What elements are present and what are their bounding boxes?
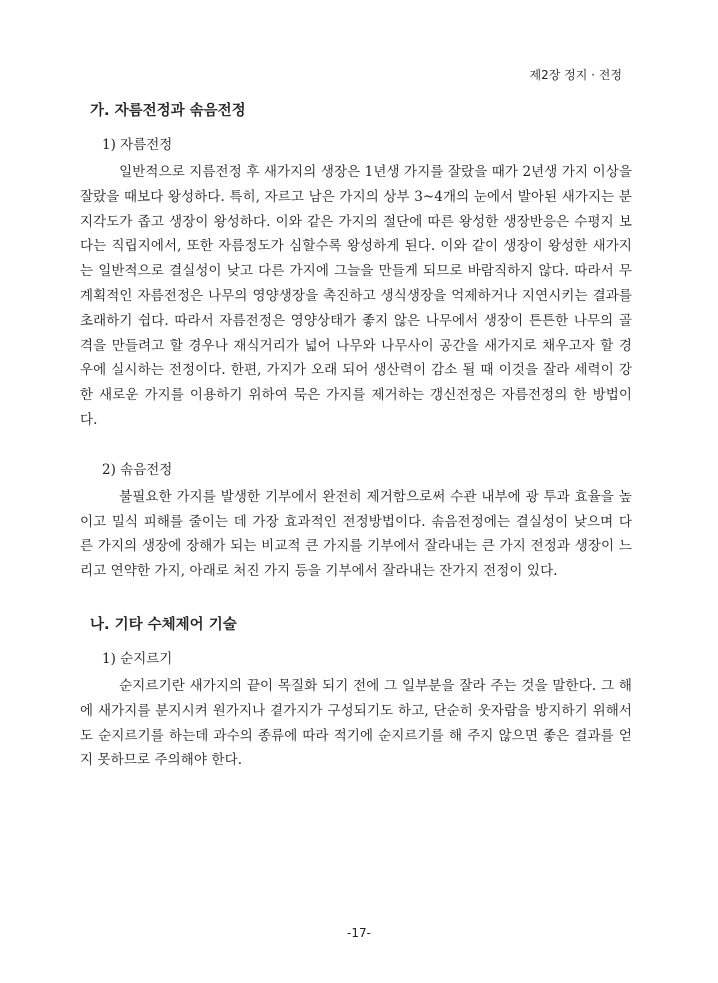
section-heading-pruning-types: 가. 자름전정과 솎음전정 <box>90 103 246 119</box>
subsection-title-pinching: 1) 순지르기 <box>102 650 173 667</box>
paragraph-pinching: 순지르기란 새가지의 끝이 목질화 되기 전에 그 일부분을 잘라 주는 것을 말한다. 그 해에 새가지를 분지시켜 원가지나 곁가지가 구성되기도 하고, 단순히 웃자람을 방지하기 위해서도 순지르기를 하는데 과수의 종류에 따라 적기에 순지르기를 해 주지 않으면 좋은 결과를 얻지 못하므로 주의해야 한다. <box>80 677 632 769</box>
subsection-title-heading-cut: 1) 자름전정 <box>102 137 173 153</box>
running-header: 제2장 정지 · 전정 <box>529 68 622 82</box>
page-number: -17- <box>347 926 371 940</box>
page-content <box>80 100 632 773</box>
paragraph-heading-cut: 일반적으로 지름전정 후 새가지의 생장은 1년생 가지를 잘랐을 때가 2년생 가지 이상을 잘랐을 때보다 왕성하다. 특히, 자르고 남은 가지의 상부 3~4개의 눈에서 발아된 새가지는 분지각도가 좁고 생장이 왕성하다. 이와 같은 가지의 절단에 따른 왕성한 생장반응은 수평지 보다는 직립지에서, 또한 자름정도가 심할수록 왕성하게 된다. 이와 같이 생장이 왕성한 새가지는 일반적으로 결실성이 낮고 다른 가지에 그늘을 만들게 되므로 바람직하지 않다. 따라서 무계획적인 자름전정은 나무의 영양생장을 촉진하고 생식생장을 억제하거나 지연시키는 결과를 초래하기 쉽다. 따라서 자름전정은 영양상태가 좋지 않은 나무에서 생장이 튼튼한 나무의 골격을 만들려고 할 경우나 재식거리가 넓어 나무와 나무사이 공간을 새가지로 채우고자 할 경우에 실시하는 전정이다. 한편, 가지가 오래 되어 생산력이 감소 될 때 이것을 잘라 세력이 강한 새로운 가지를 이용하기 위하여 묵은 가지를 제거하는 갱신전정은 자름전정의 한 방법이다. <box>80 164 632 428</box>
paragraph-thinning-cut: 불필요한 가지를 발생한 기부에서 완전히 제거함으로써 수관 내부에 광 투과 효율을 높이고 밀식 피해를 줄이는 데 가장 효과적인 전정방법이다. 솎음전정에는 결실성이 낮으며 다른 가지의 생장에 장해가 되는 비교적 큰 가지를 기부에서 잘라내는 큰 가지 전정과 생장이 느리고 연약한 가지, 아래로 처진 가지 등을 기부에서 잘라내는 잔가지 전정이 있다. <box>80 488 632 580</box>
subsection-title-thinning-cut: 2) 솎음전정 <box>102 461 173 478</box>
section-heading-other-techniques: 나. 기타 수체제어 기술 <box>90 616 237 633</box>
